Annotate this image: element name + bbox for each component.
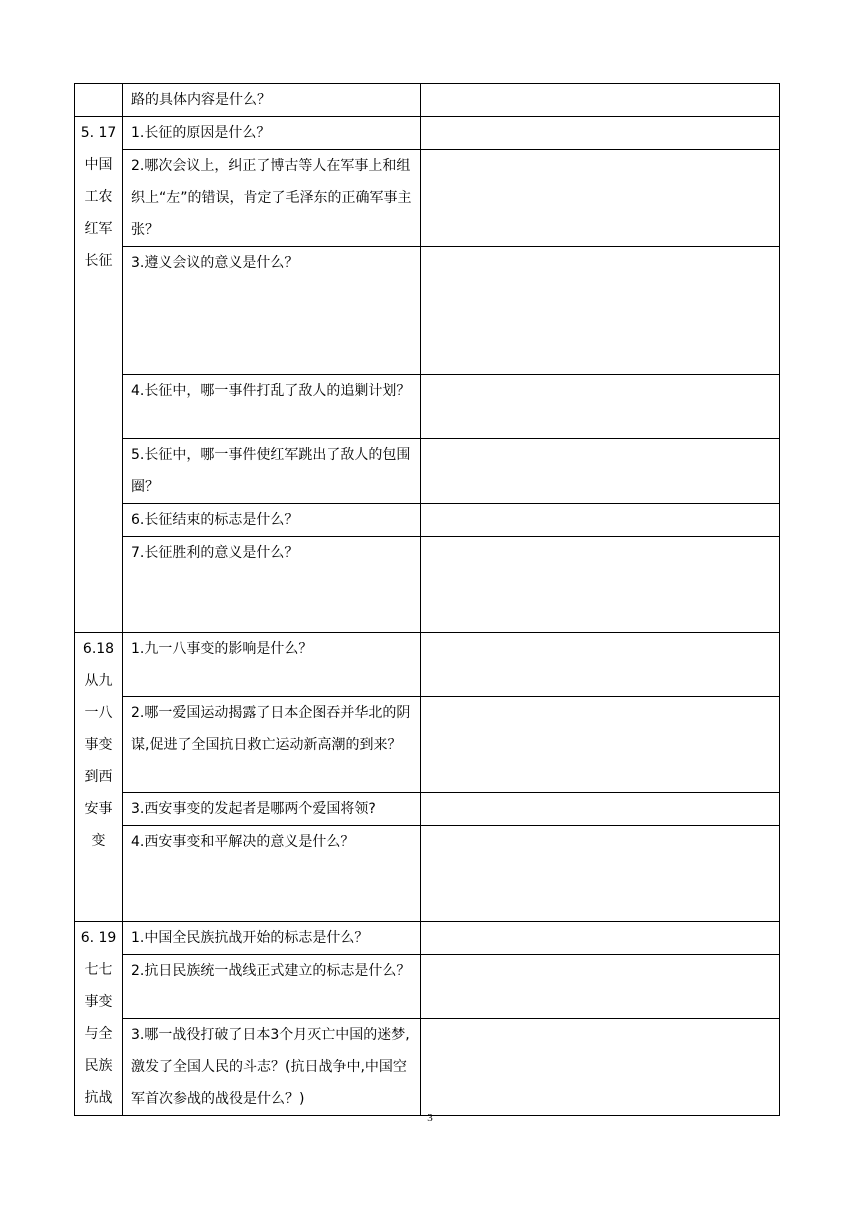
table-row: [75, 247, 780, 375]
page-number: 3: [427, 1112, 433, 1124]
question-cell: 1.九一八事变的影响是什么？: [123, 633, 421, 697]
question-cell: 1.长征的原因是什么？: [123, 117, 421, 150]
topic-cell-5-17: [75, 117, 123, 633]
topic-line: 变: [91, 833, 106, 849]
question-cell: 2.抗日民族统一战线正式建立的标志是什么？: [123, 955, 421, 1019]
question-cell: 6.长征结束的标志是什么？: [123, 504, 421, 537]
answer-cell[interactable]: [421, 247, 780, 375]
answer-cell[interactable]: [421, 793, 780, 826]
topic-cell: [75, 84, 123, 117]
answer-cell[interactable]: [421, 697, 780, 793]
answer-cell[interactable]: [421, 633, 780, 697]
question-cell: 路的具体内容是什么？: [123, 84, 421, 117]
answer-cell[interactable]: [421, 826, 780, 922]
table-row: [75, 504, 780, 537]
answer-cell[interactable]: [421, 439, 780, 504]
topic-line: 工农: [84, 189, 113, 205]
answer-cell[interactable]: [421, 117, 780, 150]
table-row: [75, 1019, 780, 1116]
topic-line: 安事: [84, 801, 113, 817]
topic-line: 6. 19: [80, 930, 117, 946]
table-row: [75, 439, 780, 504]
answer-cell[interactable]: [421, 150, 780, 247]
table-row: [75, 793, 780, 826]
table-row: [75, 150, 780, 247]
topic-cell-6-19: [75, 922, 123, 1116]
table-row: [75, 922, 780, 955]
topic-line: 从九: [84, 673, 113, 689]
question-cell: 1.中国全民族抗战开始的标志是什么？: [123, 922, 421, 955]
answer-cell[interactable]: [421, 375, 780, 439]
topic-line: 抗战: [84, 1090, 113, 1106]
topic-cell-6-18: [75, 633, 123, 922]
topic-line: 中国: [84, 157, 113, 173]
worksheet-table: [74, 83, 780, 1116]
topic-line: 与全: [84, 1026, 113, 1042]
answer-cell[interactable]: [421, 922, 780, 955]
question-cell: 4.长征中，哪一事件打乱了敌人的追剿计划？: [123, 375, 421, 439]
answer-cell[interactable]: [421, 84, 780, 117]
topic-line: 事变: [84, 994, 113, 1010]
table-row: [75, 633, 780, 697]
topic-line: 5. 17: [80, 125, 117, 141]
topic-line: 一八: [84, 705, 113, 721]
table-row: [75, 697, 780, 793]
table-row: [75, 117, 780, 150]
answer-cell[interactable]: [421, 537, 780, 633]
question-cell: 3.遵义会议的意义是什么？: [123, 247, 421, 375]
topic-line: 长征: [84, 253, 113, 269]
question-cell: 5.长征中，哪一事件使红军跳出了敌人的包围圈？: [123, 439, 421, 504]
table-row: [75, 955, 780, 1019]
table-row: [75, 826, 780, 922]
table-row: [75, 537, 780, 633]
topic-line: 红军: [84, 221, 113, 237]
question-cell: 3.哪一战役打破了日本3个月灭亡中国的迷梦,激发了全国人民的斗志？(抗日战争中,中国空军首次参战的战役是什么？): [123, 1019, 421, 1116]
topic-line: 到西: [84, 769, 113, 785]
table-row: [75, 84, 780, 117]
topic-line: 七七: [84, 962, 113, 978]
topic-line: 民族: [84, 1058, 113, 1074]
table-row: [75, 375, 780, 439]
answer-cell[interactable]: [421, 955, 780, 1019]
question-cell: 4.西安事变和平解决的意义是什么？: [123, 826, 421, 922]
question-cell: 7.长征胜利的意义是什么？: [123, 537, 421, 633]
question-cell: 3.西安事变的发起者是哪两个爱国将领?: [123, 793, 421, 826]
topic-line: 6.18: [82, 641, 115, 657]
answer-cell[interactable]: [421, 1019, 780, 1116]
question-cell: 2.哪一爱国运动揭露了日本企图吞并华北的阴谋,促进了全国抗日救亡运动新高潮的到来？: [123, 697, 421, 793]
question-cell: 2.哪次会议上，纠正了博古等人在军事上和组织上“左”的错误，肯定了毛泽东的正确军事主张？: [123, 150, 421, 247]
answer-cell[interactable]: [421, 504, 780, 537]
topic-line: 事变: [84, 737, 113, 753]
